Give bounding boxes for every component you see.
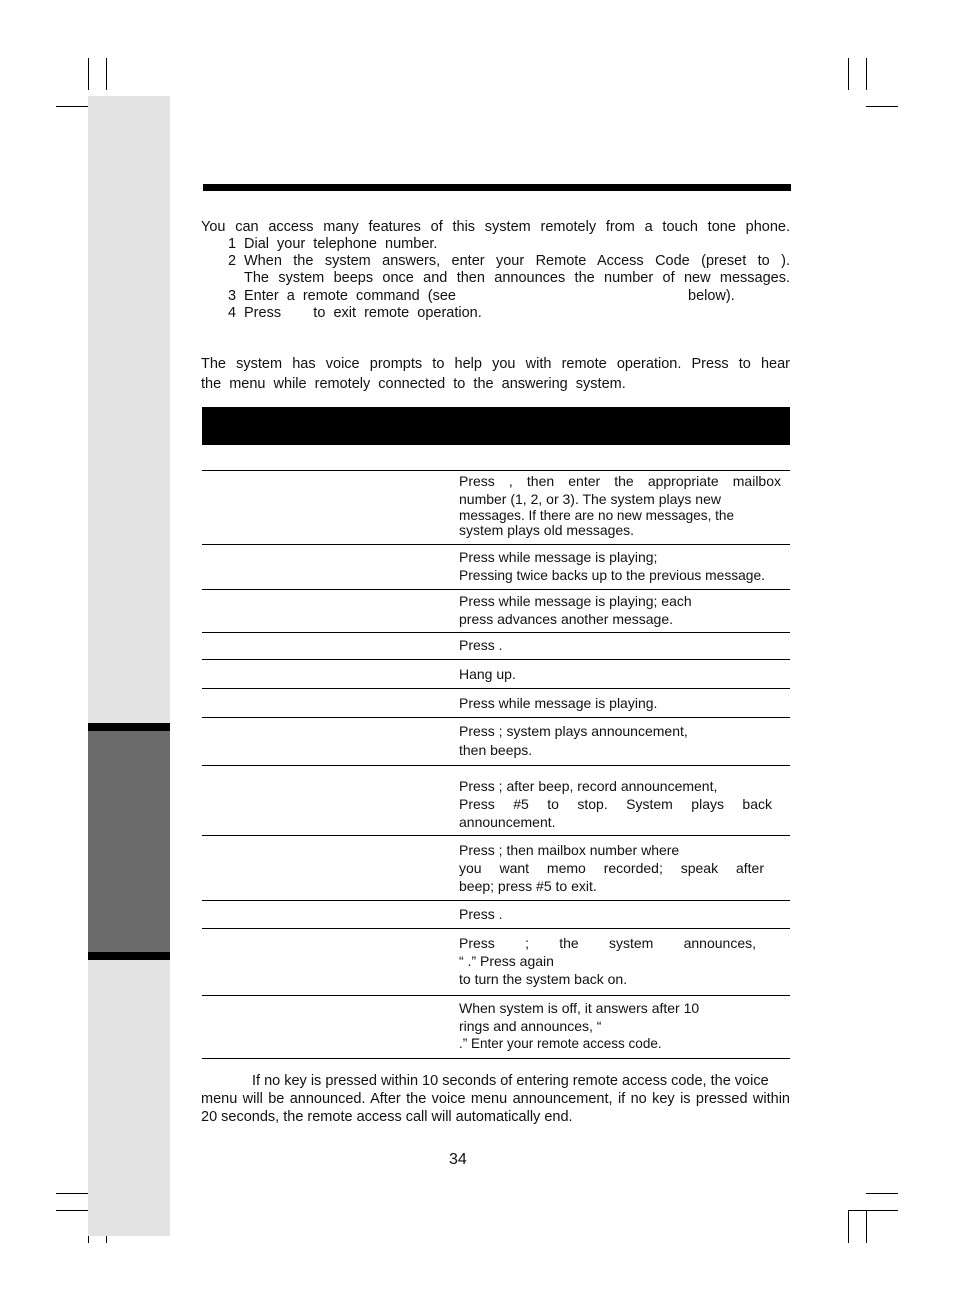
step-text: Dial your telephone number.	[244, 236, 438, 252]
table-row: Press while message is playing; Pressing twice backs up to the previous message.	[459, 549, 765, 583]
table-row: When system is off, it answers after 10 rings and announces, “ .” Enter your remote access code.	[459, 1000, 700, 1051]
voice-prompt-text: The system has voice prompts to help you with remote operation. Press to hear	[201, 356, 790, 372]
table-rule	[202, 688, 790, 689]
intro-text: You can access many features of this system remotely from a touch tone phone.	[201, 219, 790, 235]
table-row: Press while message is playing; each press advances another message.	[459, 593, 692, 627]
step-text: When the system answers, enter your Remote Access Code (preset to ).	[244, 253, 790, 269]
step-number: 1	[228, 236, 237, 252]
section-tab-bottom-band	[88, 952, 170, 960]
step-number: 2	[228, 253, 237, 269]
table-rule	[202, 900, 790, 901]
crop-mark	[56, 1193, 88, 1194]
title-rule	[203, 184, 791, 191]
crop-mark	[866, 1193, 898, 1194]
side-margin-strip	[88, 96, 170, 1236]
step-text-tail: below).	[688, 288, 735, 304]
table-row: Press ; system plays announcement, then beeps.	[459, 723, 688, 758]
crop-mark	[88, 58, 89, 90]
table-rule	[202, 995, 790, 996]
section-thumb-tab	[88, 723, 170, 960]
step-number: 4	[228, 305, 237, 321]
table-rule	[202, 835, 790, 836]
step-text: Enter a remote command (see	[244, 288, 456, 304]
table-row: Press .	[459, 637, 503, 653]
crop-mark	[866, 58, 867, 90]
table-row: Hang up.	[459, 666, 516, 682]
table-row: Press while message is playing.	[459, 695, 658, 711]
crop-mark	[866, 1210, 867, 1243]
table-rule	[202, 1058, 790, 1059]
table-rule	[202, 589, 790, 590]
crop-mark	[56, 106, 88, 107]
table-rule	[202, 765, 790, 766]
table-rule	[202, 928, 790, 929]
table-row: Press , then enter the appropriate mailbox number (1, 2, or 3). The system plays new messages. If there are no new messages, the system plays old messages.	[459, 473, 781, 538]
table-rule	[202, 470, 790, 471]
section-tab-top-band	[88, 723, 170, 731]
crop-mark	[848, 58, 849, 90]
crop-mark	[866, 106, 898, 107]
note-paragraph: If no key is pressed within 10 seconds of entering remote access code, the voice menu will be announced. After the voice menu announcement, if no key is pressed within 20 seconds, the remote access call will automatically end.	[201, 1073, 790, 1125]
crop-mark	[848, 1210, 898, 1211]
step-text: The system beeps once and then announces the number of new messages.	[244, 270, 790, 286]
table-rule	[202, 717, 790, 718]
table-row: Press ; after beep, record announcement, Press #5 to stop. System plays back announcement.	[459, 778, 772, 830]
step-text: Press to exit remote operation.	[244, 305, 482, 321]
crop-mark	[106, 58, 107, 90]
page-number: 34	[449, 1151, 467, 1168]
table-row: Press ; the system announces, “ .” Press again to turn the system back on.	[459, 935, 756, 987]
table-rule	[202, 659, 790, 660]
crop-mark	[848, 1210, 849, 1243]
table-row: Press ; then mailbox number where you want memo recorded; speak after beep; press #5 to exit.	[459, 842, 764, 894]
voice-prompt-text: the menu while remotely connected to the answering system.	[201, 376, 626, 392]
step-number: 3	[228, 288, 237, 304]
table-header-bar	[202, 407, 790, 445]
table-rule	[202, 544, 790, 545]
table-rule	[202, 632, 790, 633]
table-row: Press .	[459, 906, 503, 922]
